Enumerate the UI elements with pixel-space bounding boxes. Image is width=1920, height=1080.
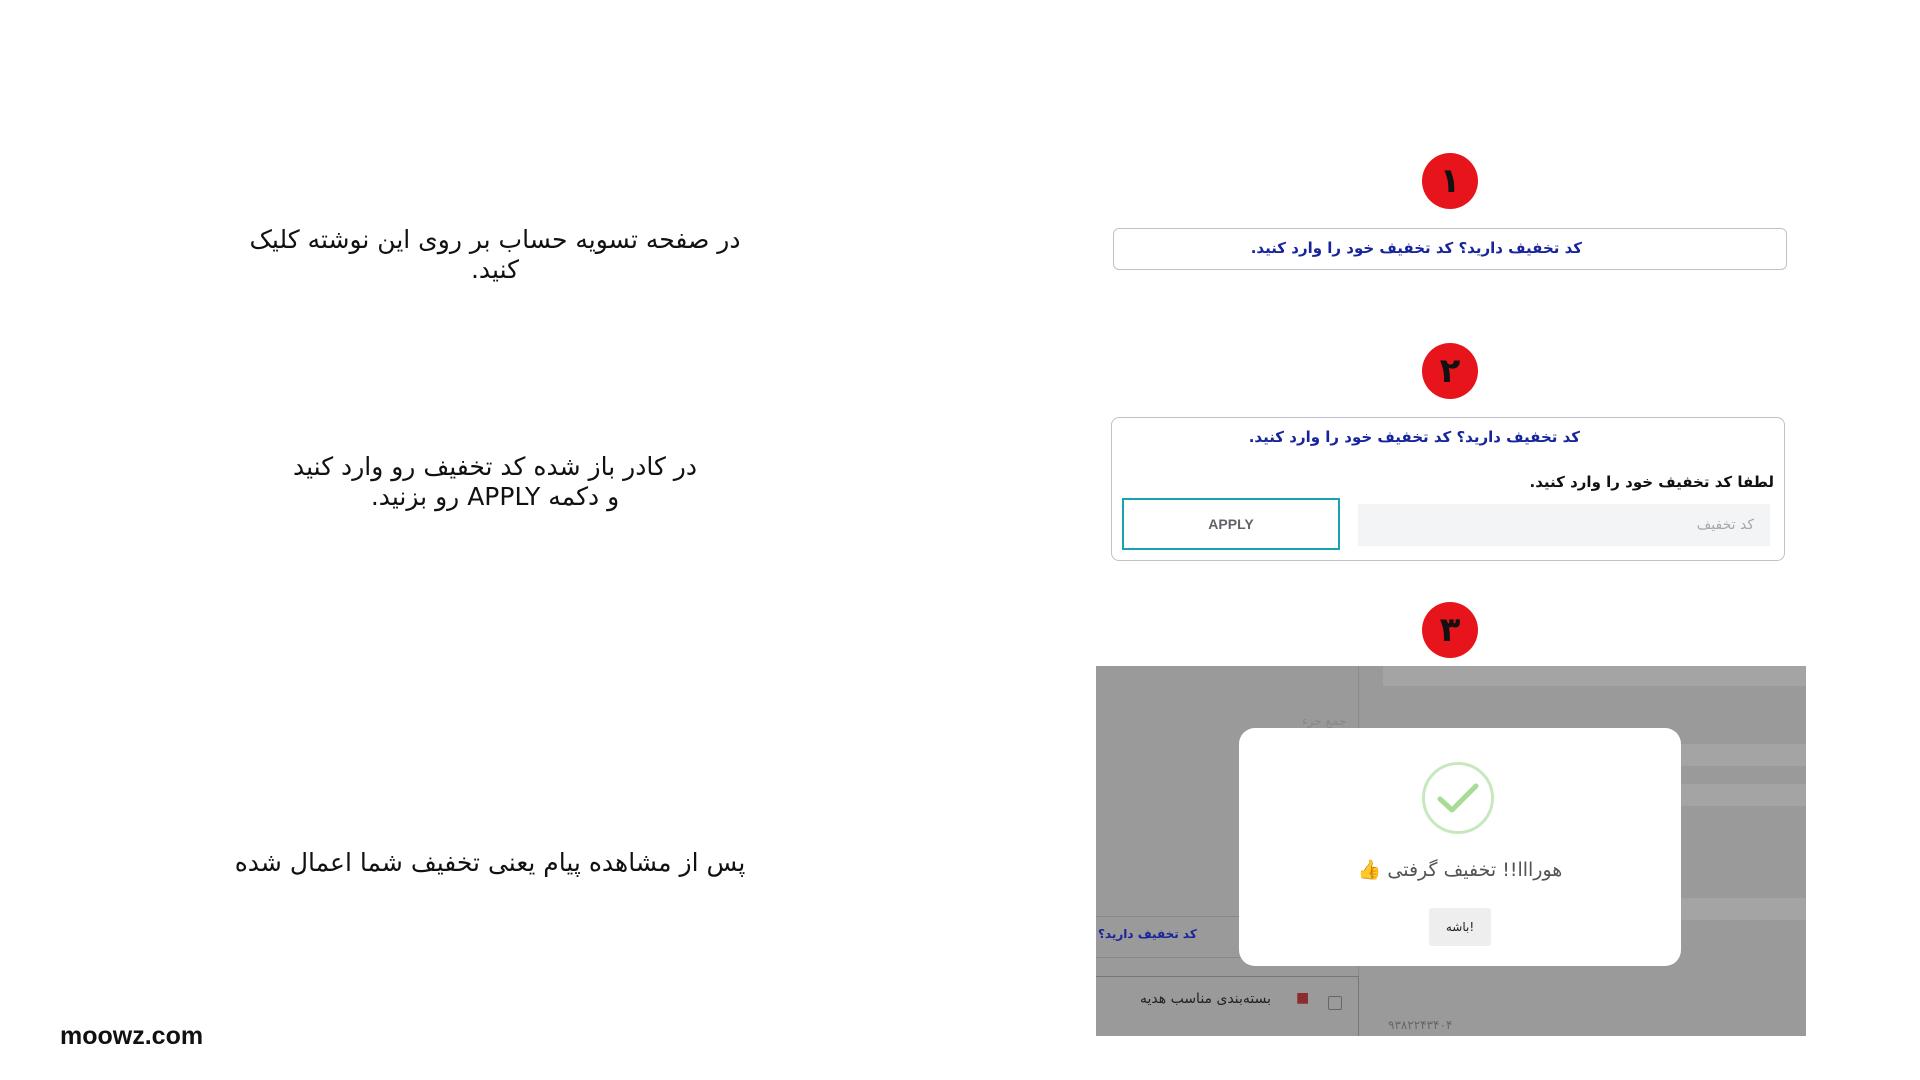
instruction-step3: پس از مشاهده پیام یعنی تخفیف شما اعمال شده	[234, 848, 746, 877]
instruction-step1: در صفحه تسویه حساب بر روی این نوشته کلیک کنید.	[249, 225, 741, 284]
gift-wrap-option	[1096, 976, 1359, 1036]
coupon-link-row	[1096, 916, 1246, 958]
apply-button[interactable]: APPLY	[1122, 498, 1340, 550]
gift-icon: ■	[1296, 990, 1310, 1006]
coupon-code-input[interactable]	[1358, 504, 1770, 546]
step-badge-2: ۲	[1422, 343, 1478, 399]
bg-stripe	[1383, 666, 1806, 686]
coupon-toggle-link[interactable]: کد تخفیف دارید؟ کد تخفیف خود را وارد کنید.	[1250, 239, 1582, 257]
instruction-step2	[260, 452, 730, 512]
coupon-form-box	[1111, 417, 1785, 561]
success-message: هورااا!! تخفیف گرفتی 👍	[1357, 859, 1563, 881]
success-modal	[1239, 728, 1681, 966]
coupon-toggle-link-open[interactable]: کد تخفیف دارید؟ کد تخفیف خود را وارد کنید.	[1248, 428, 1580, 446]
gift-label: بسته‌بندی مناسب هدیه	[1140, 991, 1272, 1007]
ok-button[interactable]: باشه!	[1429, 908, 1491, 946]
success-screenshot	[1096, 666, 1806, 1036]
coupon-code-label: لطفا کد تخفیف خود را وارد کنید.	[1529, 473, 1774, 491]
gift-checkbox[interactable]	[1328, 996, 1342, 1010]
coupon-prompt-box[interactable]	[1113, 228, 1787, 270]
brand-text: moowz.com	[60, 1022, 204, 1050]
instruction-step2-line1: در کادر باز شده کد تخفیف رو وارد کنید	[293, 452, 697, 481]
instruction-step2-line2: و دکمه APPLY رو بزنید.	[370, 482, 620, 511]
subtotal-label: جمع جزء	[1302, 714, 1347, 728]
success-check-icon	[1422, 762, 1494, 834]
coupon-link-partial: کد تخفیف دارید؟	[1098, 927, 1197, 941]
step-badge-3: ۳	[1422, 602, 1478, 658]
phone-text: ۹۳۸۲۲۴۳۴۰۴	[1388, 1018, 1453, 1032]
step-badge-1: ۱	[1422, 153, 1478, 209]
